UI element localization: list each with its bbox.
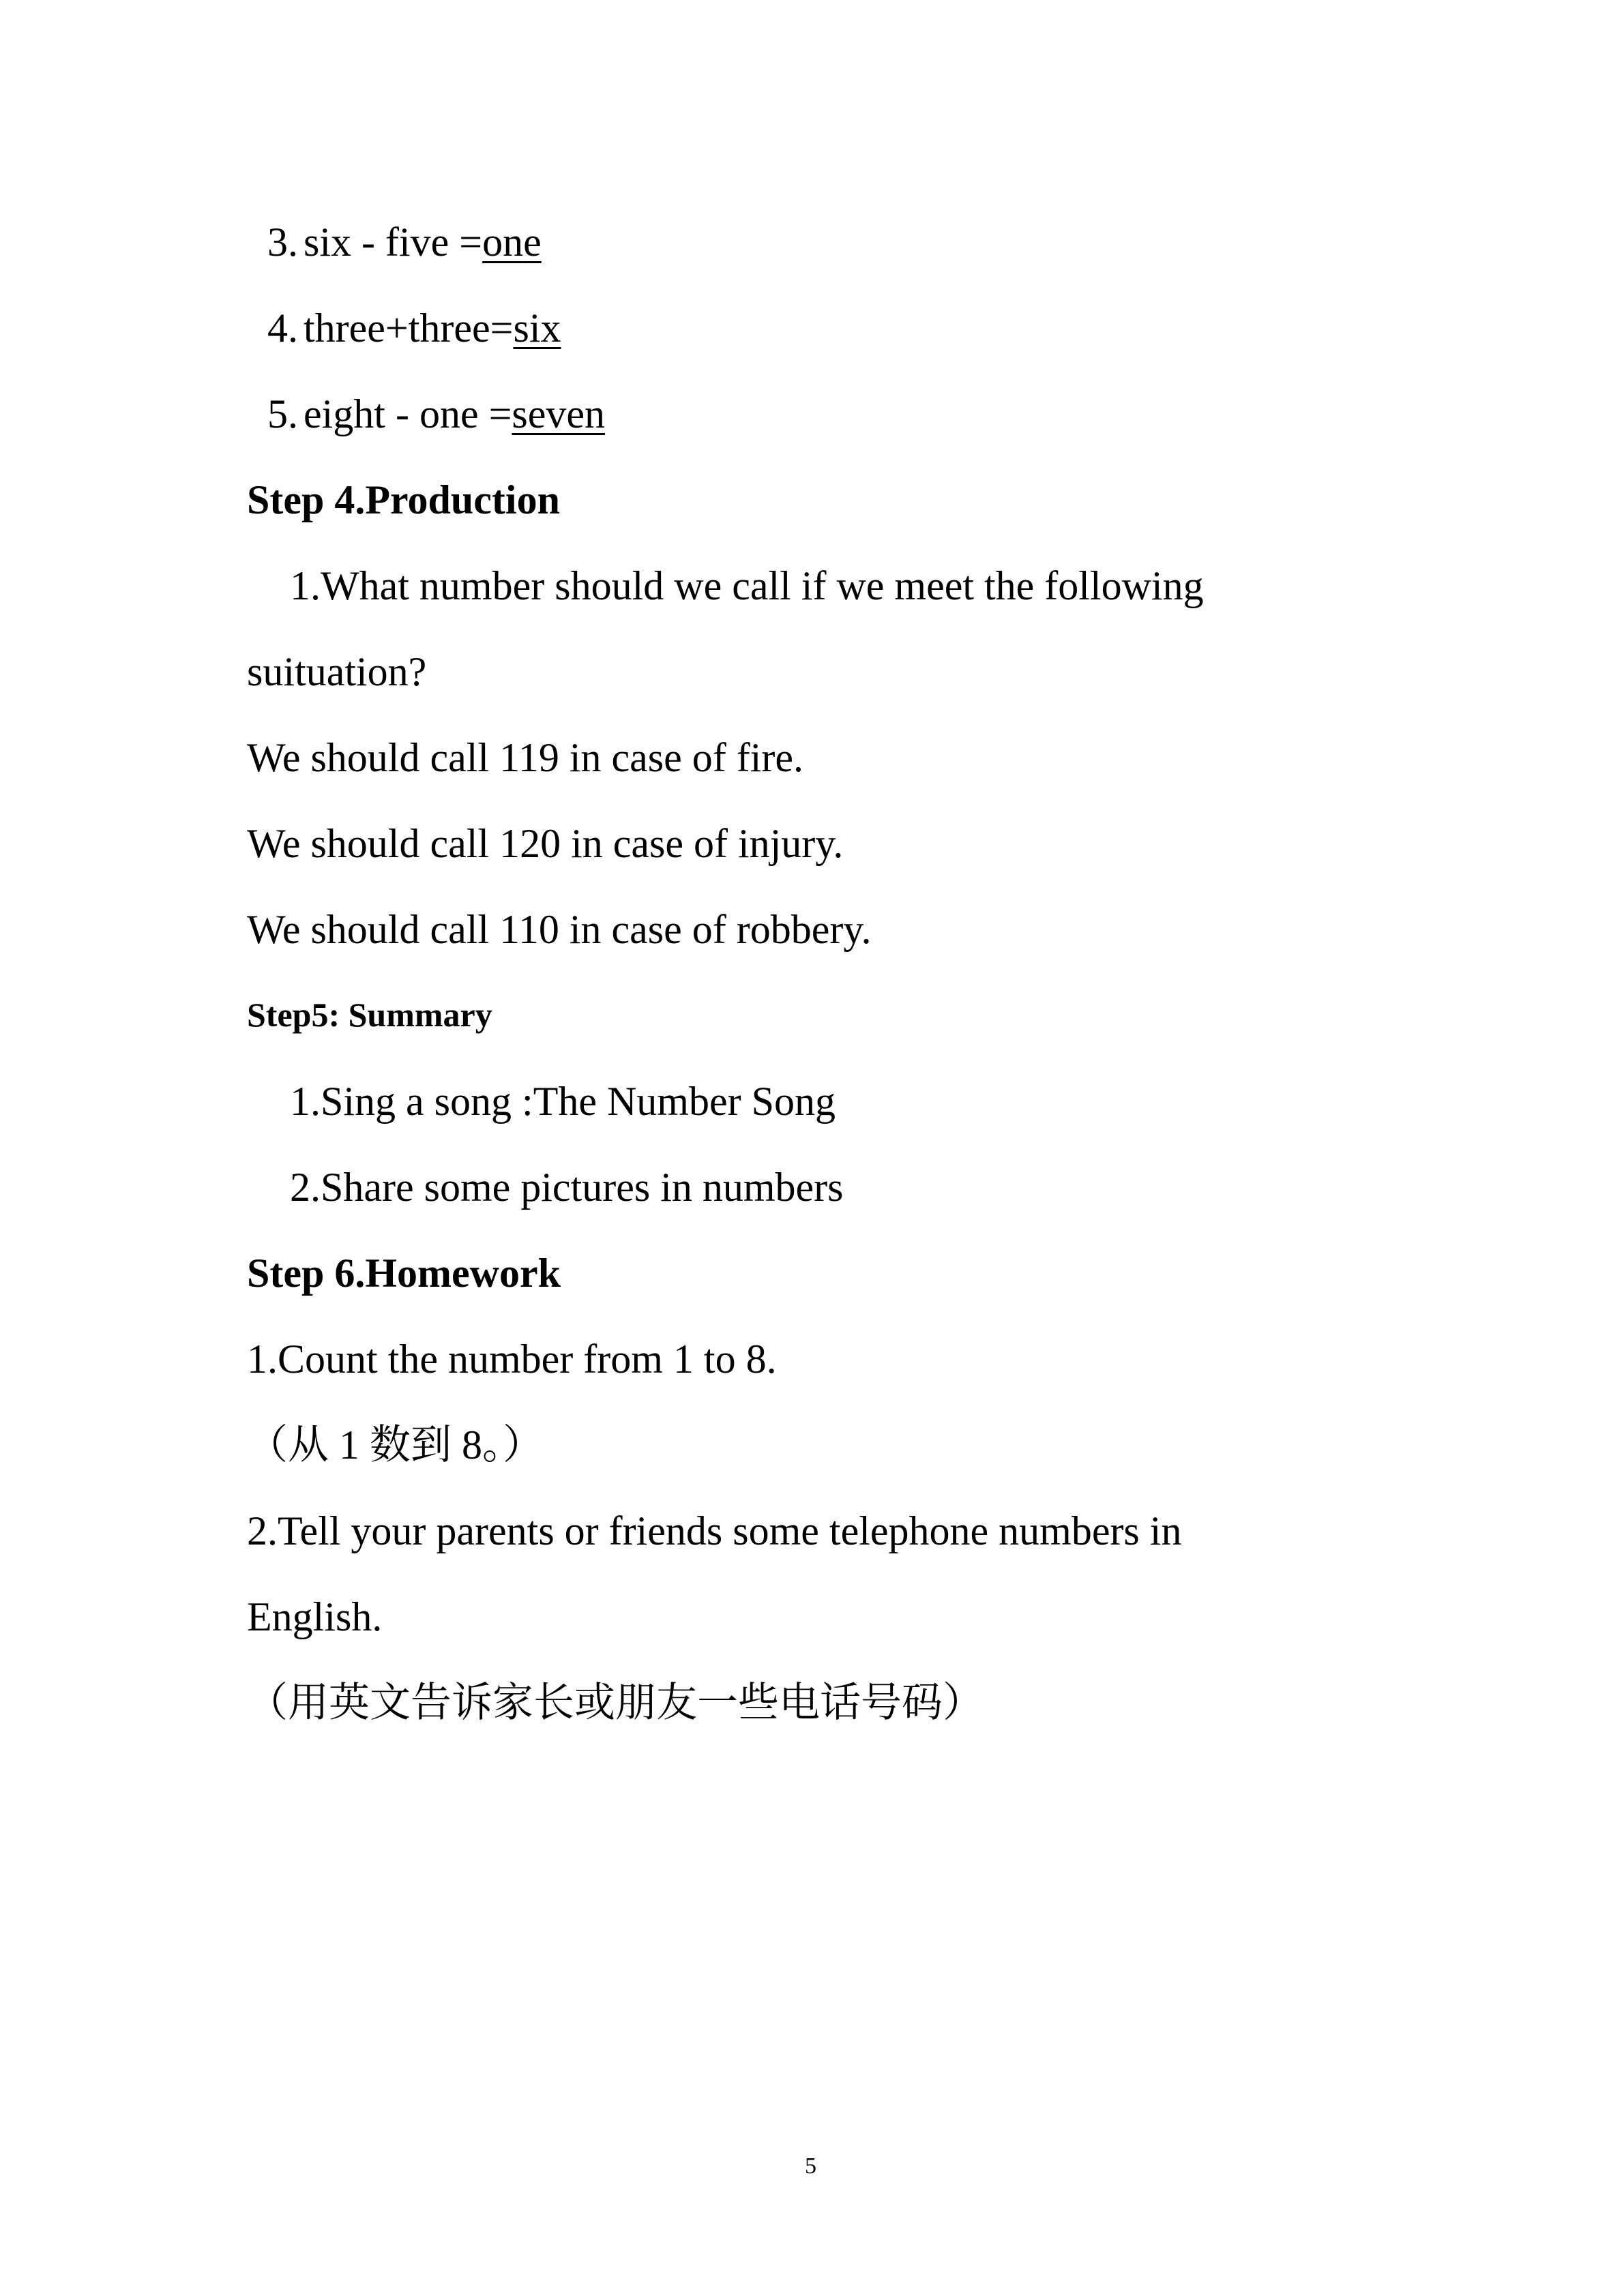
step4-answer-injury: We should call 120 in case of injury. xyxy=(247,821,844,866)
step6-item-1-chinese: （从 1 数到 8。） xyxy=(247,1422,544,1467)
exercise-expression: six - five = xyxy=(304,220,483,265)
exercise-number: 5. xyxy=(267,391,298,436)
step4-question-line1: 1.What number should we call if we meet the following xyxy=(290,563,1204,608)
step4-answer-robbery: We should call 110 in case of robbery. xyxy=(247,907,872,952)
exercise-number: 3. xyxy=(267,220,298,265)
step5-heading: Step5: Summary xyxy=(247,996,492,1034)
step4-question-line2: suituation? xyxy=(247,649,427,694)
exercise-answer: six xyxy=(513,305,561,351)
step4-heading: Step 4.Production xyxy=(247,477,560,522)
page-number: 5 xyxy=(805,2153,816,2179)
step4-answer-fire: We should call 119 in case of fire. xyxy=(247,735,804,780)
exercise-answer: one xyxy=(482,220,542,265)
exercise-expression: eight - one = xyxy=(304,391,512,436)
step5-item-2: 2.Share some pictures in numbers xyxy=(290,1165,844,1210)
exercise-expression: three+three= xyxy=(304,305,514,351)
step6-item-2-line1: 2.Tell your parents or friends some telephone numbers in xyxy=(247,1508,1182,1553)
step6-item-2-chinese: （用英文告诉家长或朋友一些电话号码） xyxy=(247,1680,984,1725)
step6-heading: Step 6.Homework xyxy=(247,1251,561,1296)
exercise-answer: seven xyxy=(512,391,606,436)
exercise-number: 4. xyxy=(267,305,298,351)
step6-item-2-line2: English. xyxy=(247,1594,383,1639)
exercise-3 xyxy=(267,222,542,263)
step5-item-1: 1.Sing a song :The Number Song xyxy=(290,1079,836,1124)
exercise-5 xyxy=(267,393,605,434)
exercise-4 xyxy=(267,305,561,351)
step6-item-1: 1.Count the number from 1 to 8. xyxy=(247,1337,777,1382)
